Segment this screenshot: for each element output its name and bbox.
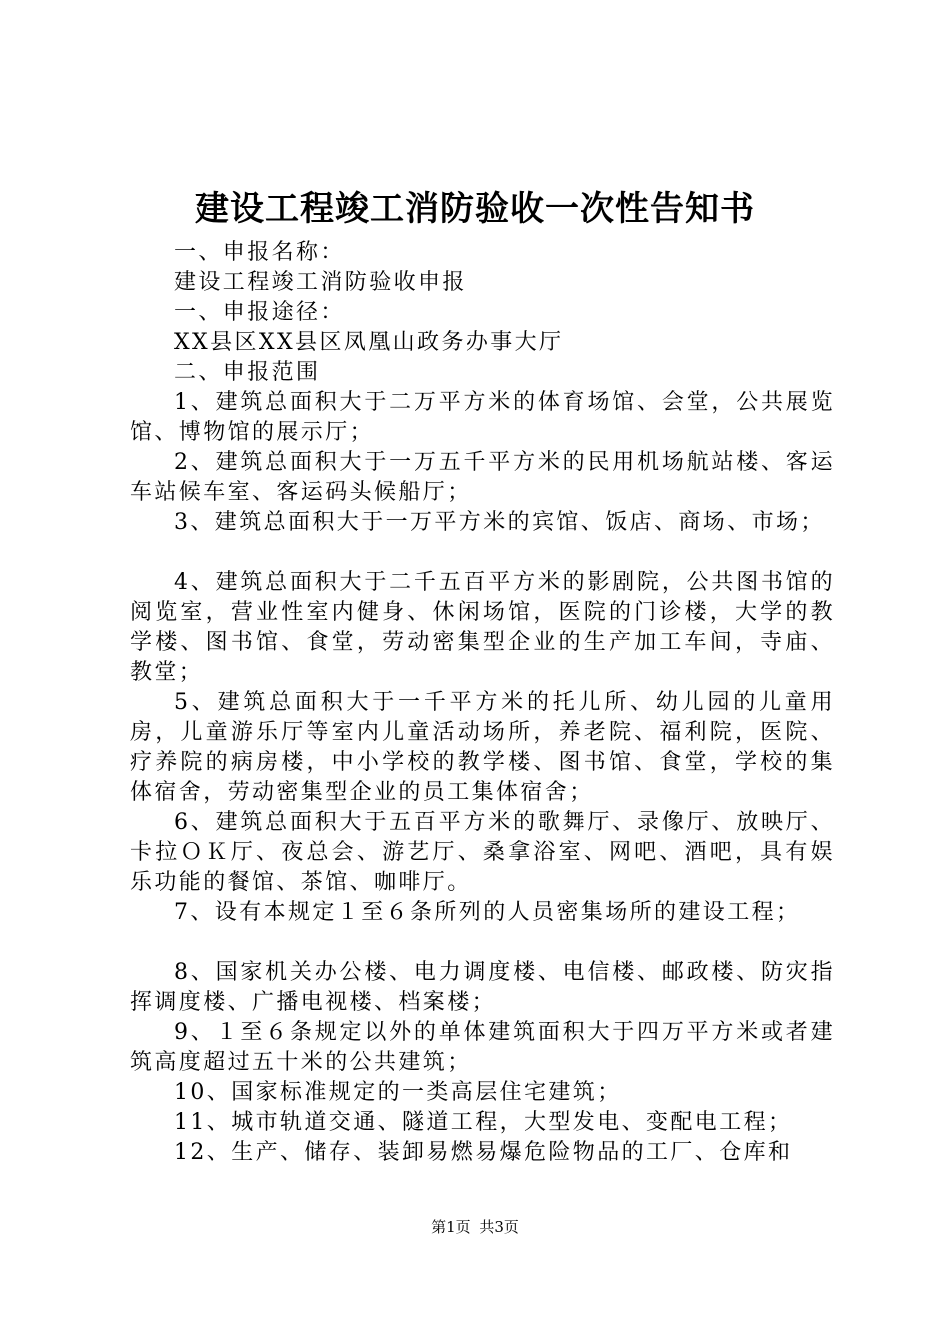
scope-item-4: 4、建筑总面积大于二千五百平方米的影剧院，公共图书馆的阅览室，营业性室内健身、休闲场馆，医院的门诊楼，大学的教学楼、图书馆、食堂，劳动密集型企业的生产加工车间，寺庙、教堂； xyxy=(130,570,835,685)
scope-item-11: 11、城市轨道交通、隧道工程，大型发电、变配电工程； xyxy=(174,1110,793,1135)
section-heading-scope: 二、申报范围 xyxy=(174,360,321,385)
section-heading-name: 一、申报名称： xyxy=(174,240,345,265)
scope-item-3: 3、建筑总面积大于一万平方米的宾馆、饭店、商场、市场； xyxy=(174,510,825,535)
application-channel: XX县区XX县区凤凰山政务办事大厅 xyxy=(174,330,564,355)
page-number: 第1页 xyxy=(431,1218,471,1236)
application-name: 建设工程竣工消防验收申报 xyxy=(174,270,467,295)
page-total: 共3页 xyxy=(479,1218,519,1236)
scope-item-7: 7、设有本规定１至６条所列的人员密集场所的建设工程； xyxy=(174,900,801,925)
document-body xyxy=(130,238,835,1168)
paragraph-gap xyxy=(130,538,835,568)
scope-item-5: 5、建筑总面积大于一千平方米的托儿所、幼儿园的儿童用房，儿童游乐厅等室内儿童活动场所，养老院、福利院，医院、疗养院的病房楼，中小学校的教学楼、图书馆、食堂，学校的集体宿舍，劳动密集型企业的员工集体宿舍； xyxy=(130,690,835,805)
document-title: 建设工程竣工消防验收一次性告知书 xyxy=(195,189,755,229)
scope-item-8: 8、国家机关办公楼、电力调度楼、电信楼、邮政楼、防灾指挥调度楼、广播电视楼、档案楼； xyxy=(130,960,835,1015)
scope-item-2: 2、建筑总面积大于一万五千平方米的民用机场航站楼、客运车站候车室、客运码头候船厅； xyxy=(130,450,835,505)
page-footer xyxy=(0,1216,950,1238)
scope-item-6: 6、建筑总面积大于五百平方米的歌舞厅、录像厅、放映厅、卡拉ＯＫ厅、夜总会、游艺厅、桑拿浴室、网吧、酒吧，具有娱乐功能的餐馆、茶馆、咖啡厅。 xyxy=(130,810,835,895)
section-heading-channel: 一、申报途径： xyxy=(174,300,345,325)
scope-item-1: 1、建筑总面积大于二万平方米的体育场馆、会堂，公共展览馆、博物馆的展示厅； xyxy=(130,390,835,445)
scope-item-12: 12、生产、储存、装卸易燃易爆危险物品的工厂、仓库和 xyxy=(174,1140,793,1165)
scope-item-10: 10、国家标准规定的一类高层住宅建筑； xyxy=(174,1080,622,1105)
paragraph-gap xyxy=(130,928,835,958)
scope-item-9: 9、１至６条规定以外的单体建筑面积大于四万平方米或者建筑高度超过五十米的公共建筑； xyxy=(130,1020,835,1075)
